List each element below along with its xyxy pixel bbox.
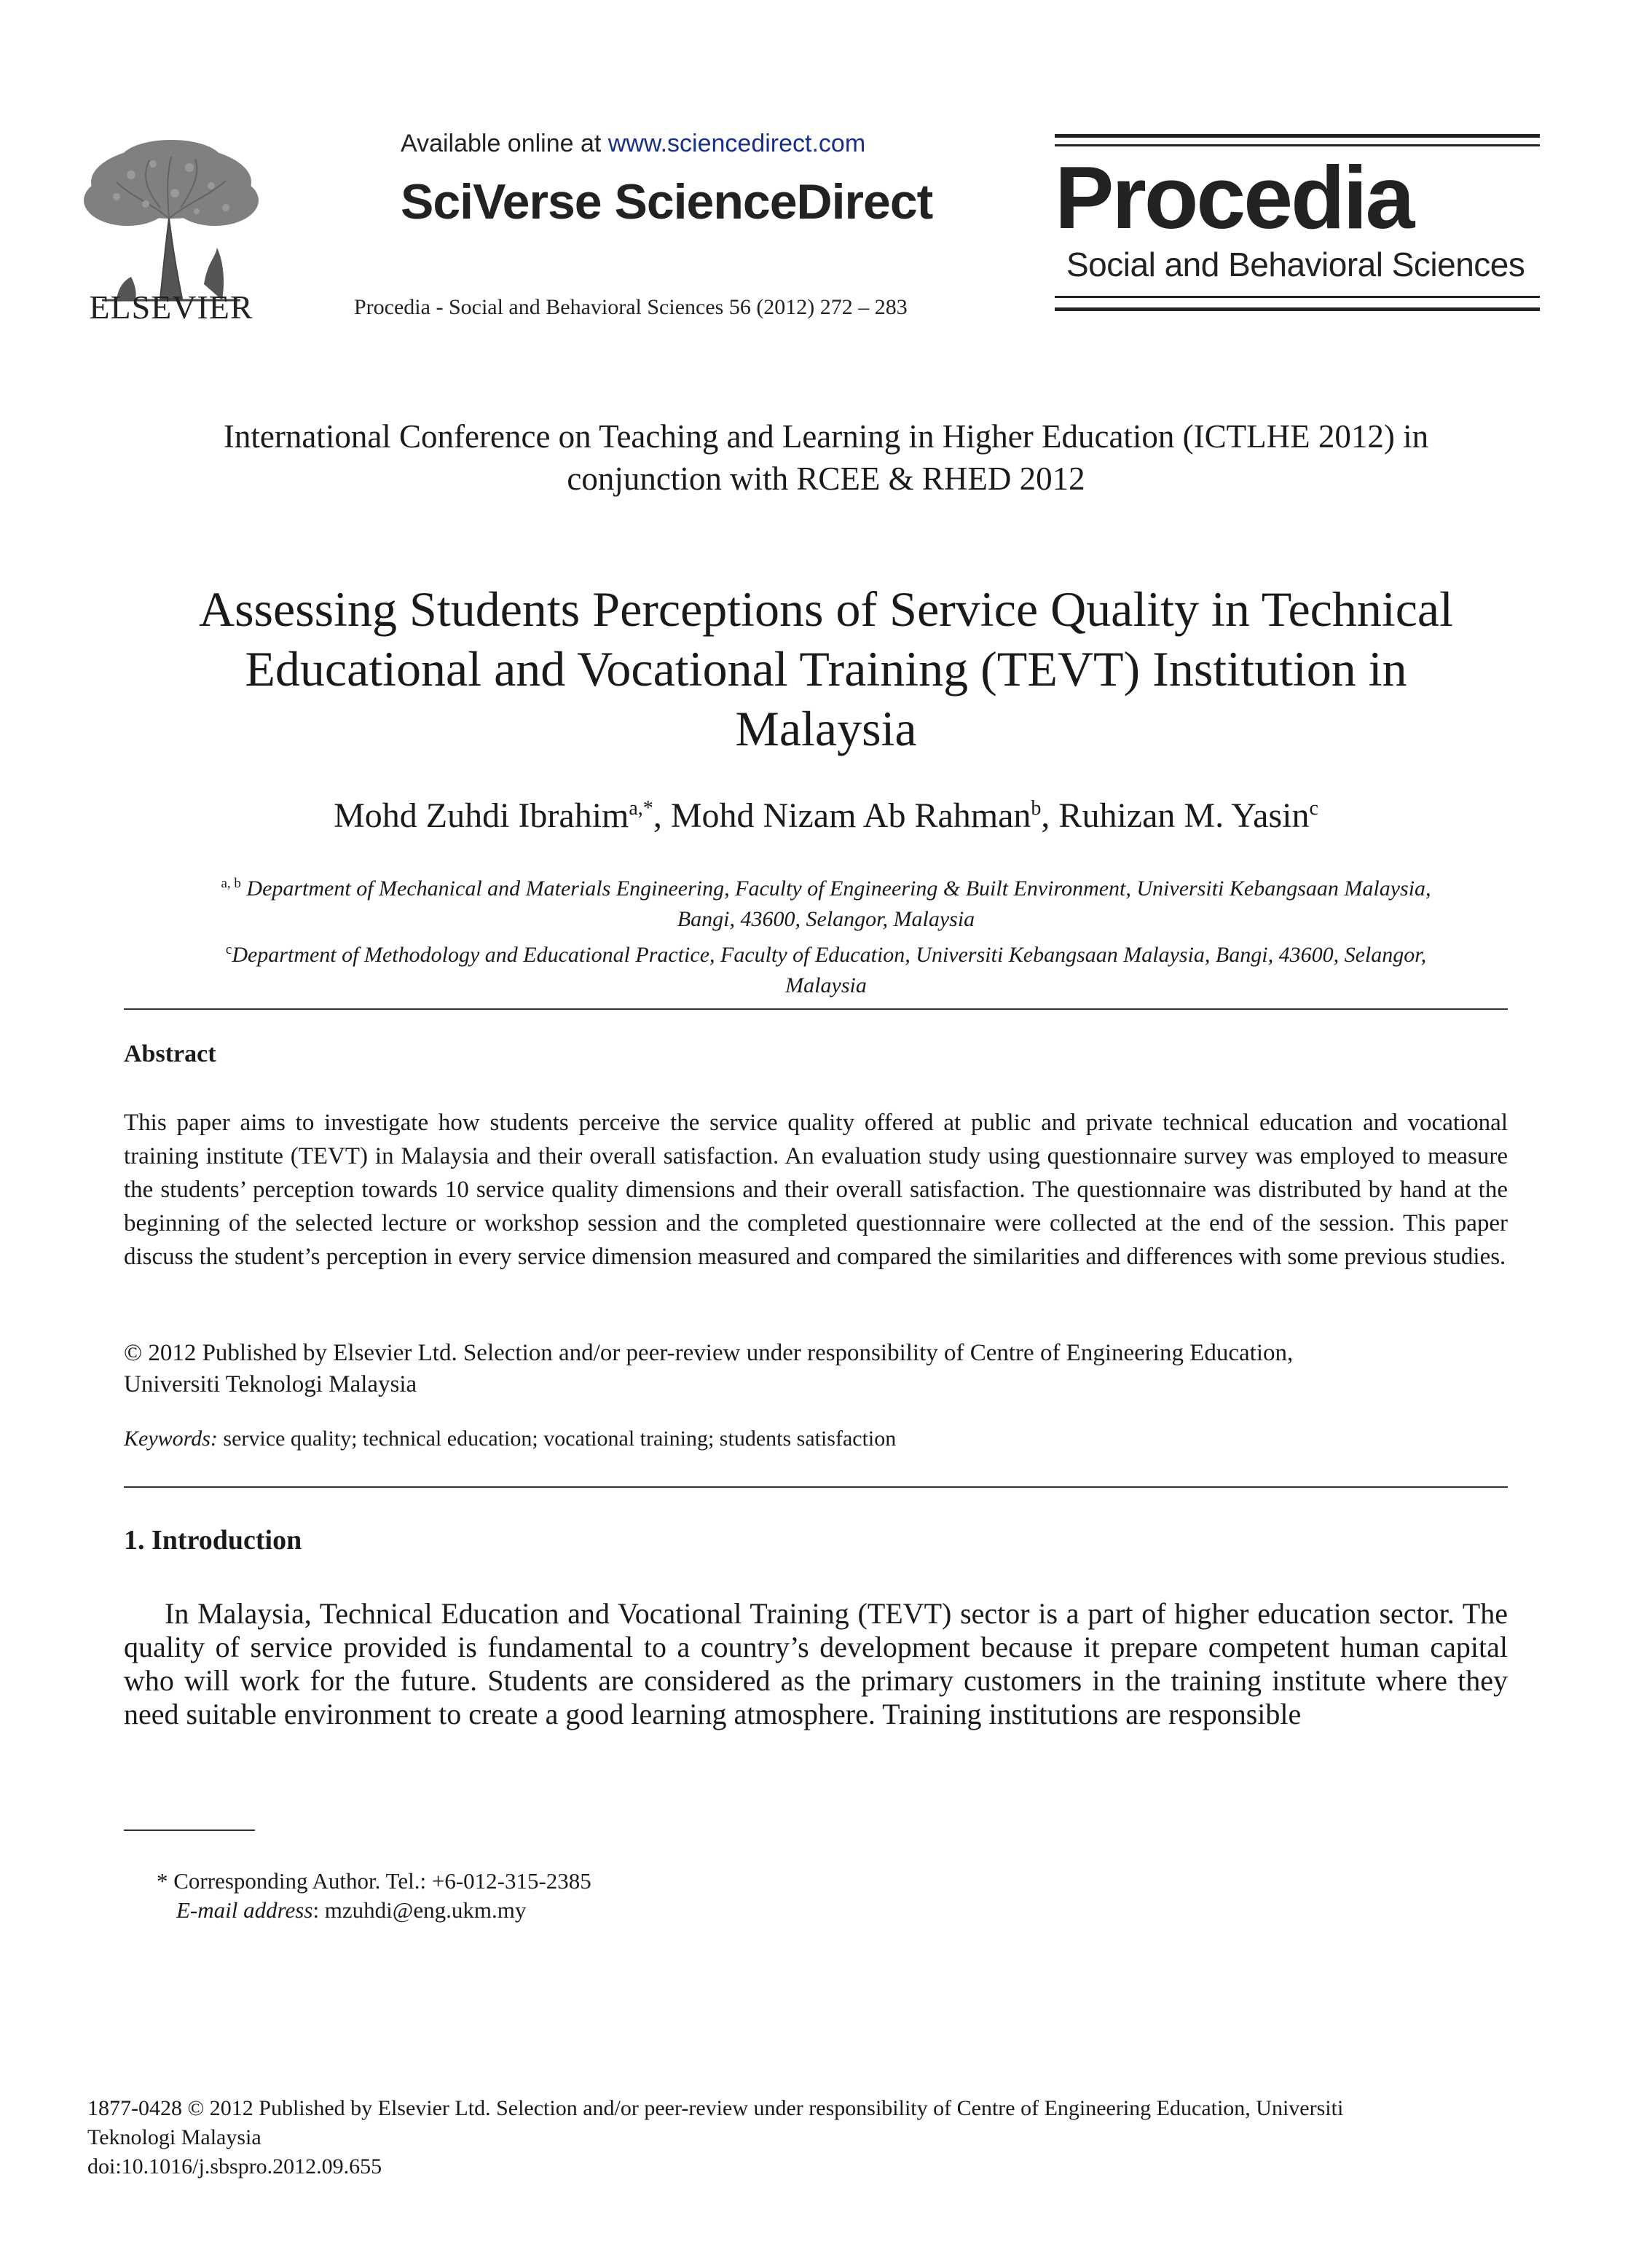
author-name: Ruhizan M. Yasin (1058, 796, 1310, 835)
title-line-2: Educational and Vocational Training (TEVT) Institution in (245, 641, 1407, 697)
procedia-logo (1055, 134, 1540, 319)
sciencedirect-link[interactable]: www.sciencedirect.com (607, 130, 866, 157)
author-superscript: b (1031, 797, 1042, 820)
abstract-heading: Abstract (124, 1040, 216, 1067)
copyright-line-1: © 2012 Published by Elsevier Ltd. Selection and/or peer-review under responsibility of Centre of Engineering Education, (124, 1340, 1294, 1366)
procedia-subtitle: Social and Behavioral Sciences (1066, 246, 1525, 283)
author-superscript: a,* (629, 797, 653, 820)
keywords-label: Keywords: (124, 1427, 218, 1451)
corresponding-author: * Corresponding Author. Tel.: +6-012-315-2385 (157, 1868, 591, 1894)
author-superscript: c (1309, 797, 1318, 820)
affiliation-c-line-2: Malaysia (785, 973, 867, 997)
introduction-body (124, 1597, 1508, 1731)
journal-reference: Procedia - Social and Behavioral Sciences 56 (2012) 272 – 283 (354, 295, 908, 319)
affiliation-ab-text: Department of Mechanical and Materials Engineering, Faculty of Engineering & Built Environment, Universiti Kebangsaan Malaysia, (246, 876, 1431, 901)
affiliation-c-marker: c (225, 942, 232, 957)
procedia-top-rule-thin (1055, 144, 1540, 146)
email-address: : mzuhdi@eng.ukm.my (312, 1897, 527, 1923)
author-name: Mohd Zuhdi Ibrahim (334, 796, 629, 835)
procedia-top-rule (1055, 134, 1540, 138)
copyright-line-2: Universiti Teknologi Malaysia (124, 1371, 417, 1397)
page-footer (87, 2094, 1544, 2181)
author-list (109, 796, 1543, 836)
available-online-line (401, 130, 865, 158)
abstract-body: This paper aims to investigate how students perceive the service quality offered at public and private technical education and vocational training institute (TEVT) in Malaysia and their overall satisfaction. An evaluation study using questionnaire survey was employed to measure the students’ perception towards 10 service quality dimensions and their overall satisfaction. The questionnaire was distributed by hand at the beginning of the selected lecture or workshop session and the completed questionnaire were collected at the end of the session. This paper discuss the student’s perception in every service dimension measured and compared the similarities and differences with some previous studies. (124, 1110, 1508, 1270)
affiliation-ab-line-1 (102, 868, 1550, 904)
conference-line-2: conjunction with RCEE & RHED 2012 (567, 460, 1085, 497)
procedia-wordmark: Procedia (1055, 148, 1413, 247)
conference-name (109, 415, 1543, 500)
conference-line-1: International Conference on Teaching and Learning in Higher Education (ICTLHE 2012) in (223, 418, 1429, 455)
footnote-rule (124, 1830, 255, 1831)
affiliation-c-text: Department of Methodology and Educational Practice, Faculty of Education, Universiti Kebangsaan Malaysia, Bangi, 43600, Selangor, (232, 943, 1427, 967)
article-title (109, 579, 1543, 758)
divider-bottom (124, 1486, 1508, 1488)
divider-top (124, 1008, 1508, 1010)
affiliation-ab-line-2: Bangi, 43600, Selangor, Malaysia (677, 907, 975, 931)
footer-line-1: 1877-0428 © 2012 Published by Elsevier Ltd. Selection and/or peer-review under responsibility of Centre of Engineering Education, Universiti (87, 2096, 1344, 2120)
section-heading-introduction: 1. Introduction (124, 1525, 302, 1556)
footnote (157, 1867, 591, 1925)
email-line (157, 1896, 591, 1925)
procedia-bottom-rule (1055, 307, 1540, 311)
procedia-bottom-rule-thin (1055, 296, 1540, 298)
footer-line-2: Teknologi Malaysia (87, 2125, 261, 2149)
affiliations (102, 868, 1550, 1001)
affiliation-c-line-1 (102, 935, 1550, 970)
keywords-list: service quality; technical education; vocational training; students satisfaction (217, 1427, 897, 1451)
available-prefix: Available online at (401, 130, 608, 157)
abstract-copyright (124, 1338, 1508, 1400)
keywords (124, 1427, 1508, 1451)
sciverse-sciencedirect-logo: SciVerse ScienceDirect (401, 174, 933, 230)
footer-doi: doi:10.1016/j.sbspro.2012.09.655 (87, 2154, 382, 2178)
affiliation-ab-marker: a, b (221, 876, 241, 891)
elsevier-wordmark: ELSEVIER (89, 289, 253, 326)
author-name: Mohd Nizam Ab Rahman (670, 796, 1031, 835)
introduction-paragraph: In Malaysia, Technical Education and Vocational Training (TEVT) sector is a part of higher education sector. The quality of service provided is fundamental to a country’s development because it prepare competent human capital who will work for the future. Students are considered as the primary customers in the training institute where they need suitable environment to create a good learning atmosphere. Training institutions are responsible (124, 1597, 1508, 1730)
title-line-1: Assessing Students Perceptions of Service Quality in Technical (198, 581, 1453, 637)
email-label: E-mail address (176, 1897, 313, 1923)
author-separator: , (1041, 796, 1059, 835)
author-separator: , (653, 796, 671, 835)
title-line-3: Malaysia (735, 701, 917, 756)
